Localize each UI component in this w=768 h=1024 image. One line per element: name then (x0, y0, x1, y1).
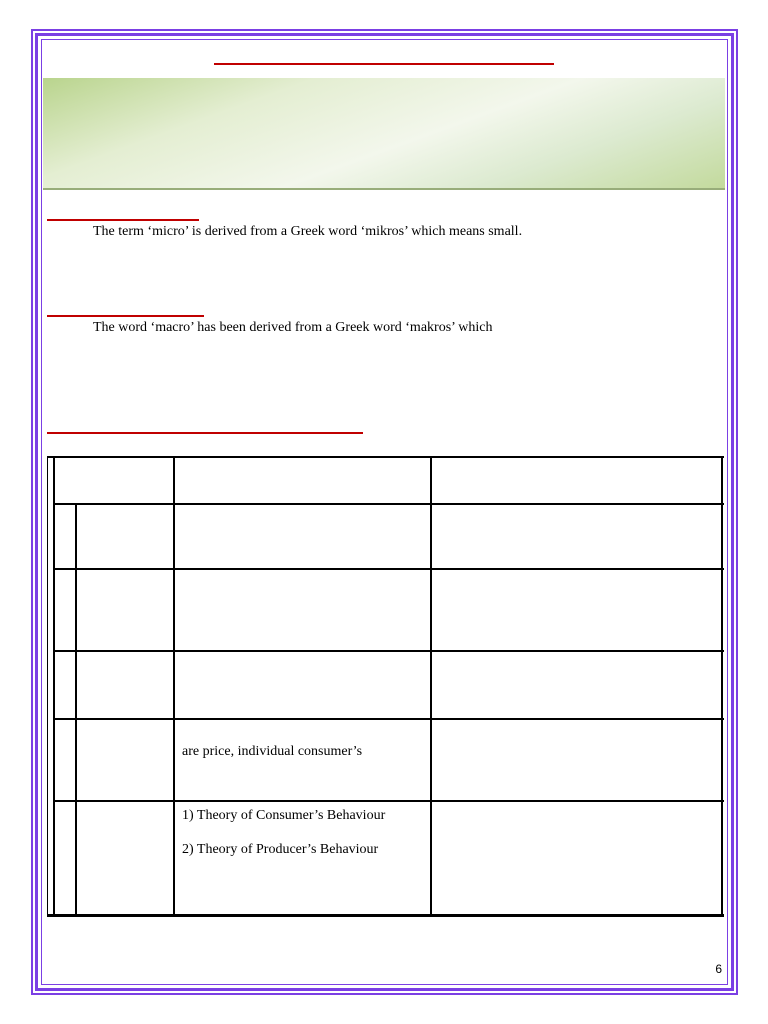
page-number: 6 (715, 962, 722, 976)
table-border-top (47, 456, 724, 458)
title-underline (214, 63, 554, 65)
table-cell-text: 1) Theory of Consumer’s Behaviour (182, 808, 386, 823)
table-border-left-outer (47, 456, 48, 917)
table-cell-text: 2) Theory of Producer’s Behaviour (182, 842, 379, 857)
table-row-divider (54, 718, 724, 720)
table-border-left (53, 456, 55, 917)
micro-heading-underline (47, 219, 199, 221)
table-row-divider (54, 800, 724, 802)
micro-definition-text: The term ‘micro’ is derived from a Greek word ‘mikros’ which means small. (93, 224, 523, 239)
macro-definition-text: The word ‘macro’ has been derived from a Greek word ‘makros’ which (93, 320, 493, 335)
comparison-heading-underline (47, 432, 363, 434)
table-column-divider (75, 503, 77, 917)
header-banner (43, 78, 725, 190)
table-column-divider (173, 456, 175, 917)
table-border-right (721, 456, 723, 917)
table-border-bottom (47, 914, 724, 917)
table-row-divider (54, 568, 724, 570)
table-cell-text: are price, individual consumer’s (182, 744, 363, 759)
macro-heading-underline (47, 315, 204, 317)
table-column-divider (430, 456, 432, 917)
table-row-divider (54, 503, 724, 505)
table-row-divider (54, 650, 724, 652)
